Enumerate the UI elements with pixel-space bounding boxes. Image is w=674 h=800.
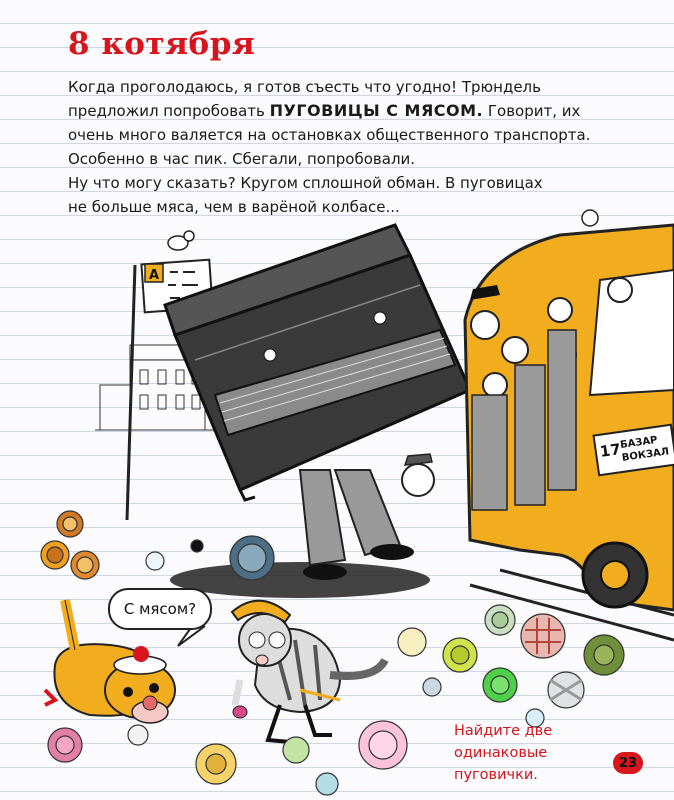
story-line-2-bold: ПУГОВИЦЫ С МЯСОМ.	[269, 101, 484, 120]
bus	[465, 210, 674, 610]
piano-shadow	[170, 562, 430, 598]
button-9[interactable]	[443, 638, 477, 672]
button-17[interactable]	[128, 725, 148, 745]
story-line-3: очень много валяется на остановках общественного транспорта.	[68, 126, 591, 144]
story-line-2-end: Говорит, их	[483, 102, 581, 120]
page-title: 8 котября	[68, 26, 256, 62]
task-text: Найдите две одинаковые пуговички.	[454, 723, 553, 783]
route-line-1: БАЗАР	[619, 434, 659, 451]
button-6[interactable]	[230, 536, 274, 580]
button-5[interactable]	[191, 540, 203, 552]
story-line-2-start: предложил попробовать	[68, 102, 270, 120]
route-number: 17	[598, 440, 622, 461]
story-line-5: Ну что могу сказать? Кругом сплошной обман. В пуговицах	[68, 174, 543, 192]
stop-letter: А	[149, 268, 160, 283]
button-2[interactable]	[41, 541, 69, 569]
button-4[interactable]	[146, 552, 164, 570]
button-16[interactable]	[48, 728, 82, 762]
story-paragraph	[68, 75, 668, 219]
button-11[interactable]	[584, 635, 624, 675]
button-18[interactable]	[196, 744, 236, 784]
button-10[interactable]	[521, 614, 565, 658]
button-14[interactable]	[548, 672, 584, 708]
story-line-4: Особенно в час пик. Сбегали, попробовали.	[68, 150, 416, 168]
grey-cat	[232, 601, 385, 742]
button-1[interactable]	[57, 511, 83, 537]
button-12[interactable]	[483, 668, 517, 702]
button-3[interactable]	[71, 551, 99, 579]
button-19[interactable]	[283, 737, 309, 763]
story-line-2	[68, 99, 668, 123]
speech-bubble: С мясом?	[108, 588, 212, 630]
button-21[interactable]	[316, 773, 338, 795]
route-line-2: ВОКЗАЛ	[621, 446, 670, 464]
button-20[interactable]	[359, 721, 407, 769]
page-number: 23	[613, 752, 643, 774]
button-7[interactable]	[485, 605, 515, 635]
story-line-1: Когда проголодаюсь, я готов съесть что угодно! Трюндель	[68, 78, 541, 96]
button-8[interactable]	[398, 628, 426, 656]
story-line-6: не больше мяса, чем в варёной колбасе...	[68, 198, 400, 216]
button-13[interactable]	[423, 678, 441, 696]
porter-man	[300, 454, 434, 580]
